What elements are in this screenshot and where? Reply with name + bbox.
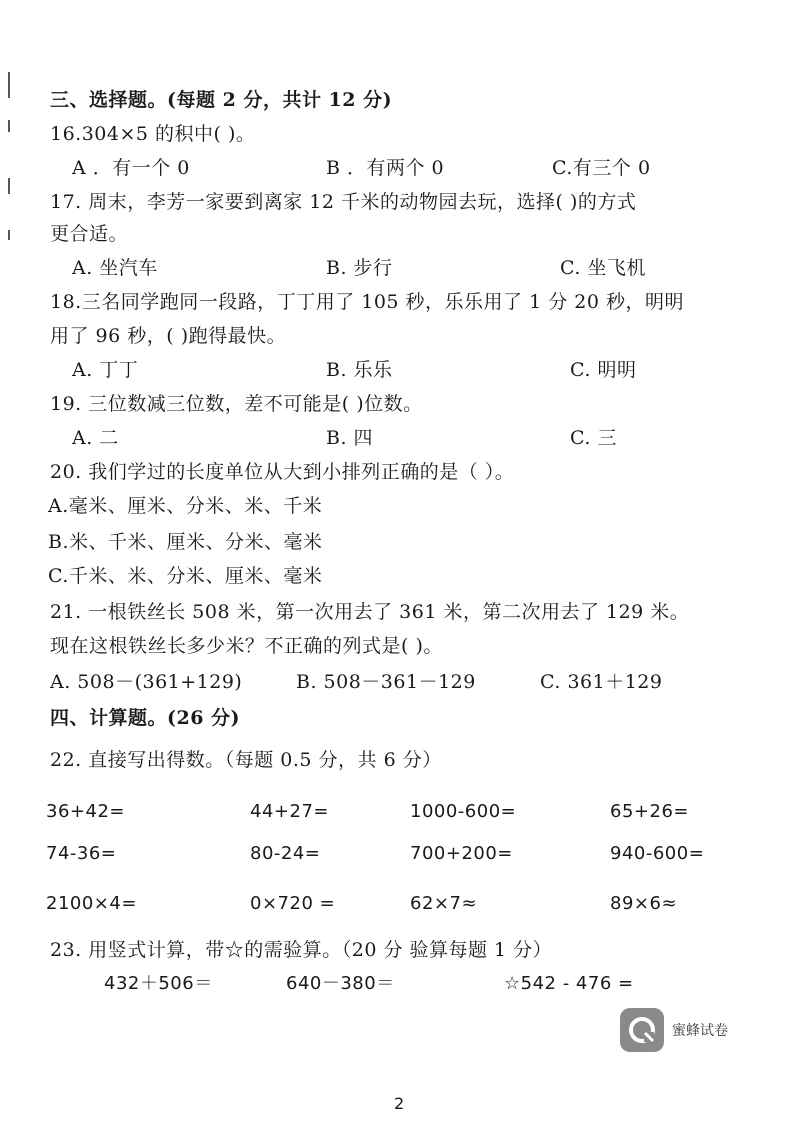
calc-item: 36+42= [46,801,125,822]
question-stem: 23. 用竖式计算，带☆的需验算。（20 分 验算每题 1 分） [50,939,553,961]
page-number: 2 [394,1094,405,1113]
option-c: C. 三 [570,427,617,449]
calc-item: 2100×4= [46,893,137,914]
watermark-text: 蜜蜂试卷 [672,1023,728,1039]
option-c: C. 坐飞机 [560,257,646,279]
option-a: A.毫米、厘米、分米、米、千米 [48,495,323,517]
question-stem: 18.三名同学跑同一段路，丁丁用了 105 秒，乐乐用了 1 分 20 秒，明明 [50,291,684,313]
question-stem-cont: 现在这根铁丝长多少米？不正确的列式是( )。 [50,635,443,657]
calc-item: 74-36= [46,843,117,864]
question-stem-cont: 更合适。 [50,223,129,245]
option-a: A ．有一个 0 [72,157,190,179]
question-stem: 19. 三位数减三位数，差不可能是( )位数。 [50,393,423,415]
bee-logo-icon [620,1008,664,1052]
question-stem: 21. 一根铁丝长 508 米，第一次用去了 361 米，第二次用去了 129 米。 [50,601,690,623]
option-c: C.有三个 0 [552,157,651,179]
calc-item: 80-24= [250,843,321,864]
option-b: B. 乐乐 [326,359,393,381]
scan-mark [8,120,10,132]
calc-item: 700+200= [410,843,513,864]
calc-item: 89×6≈ [610,893,678,914]
scan-mark [8,178,10,194]
question-stem: 22. 直接写出得数。（每题 0.5 分，共 6 分） [50,749,442,771]
scan-mark [8,72,10,98]
scan-mark [8,230,10,240]
option-b: B. 508－361－129 [296,671,476,693]
calc-item: 0×720 = [250,893,336,914]
option-c: C. 361＋129 [540,671,663,693]
option-b: B ．有两个 0 [326,157,445,179]
question-stem: 17. 周末，李芳一家要到离家 12 千米的动物园去玩，选择( )的方式 [50,191,637,213]
question-stem-cont: 用了 96 秒，( )跑得最快。 [50,325,287,347]
question-stem: 20. 我们学过的长度单位从大到小排列正确的是（ ）。 [50,461,515,483]
option-c: C.千米、米、分米、厘米、毫米 [48,565,323,587]
question-stem: 16.304×5 的积中( )。 [50,123,256,145]
calc-item: ☆542 - 476 = [504,973,634,994]
option-a: A. 508－(361+129) [50,671,243,693]
calc-item: 1000-600= [410,801,517,822]
option-a: A. 二 [72,427,119,449]
calc-item: 940-600= [610,843,705,864]
calc-item: 65+26= [610,801,689,822]
option-c: C. 明明 [570,359,637,381]
calc-item: 62×7≈ [410,893,478,914]
calc-item: 432＋506＝ [104,973,213,994]
option-b: B.米、千米、厘米、分米、毫米 [48,531,323,553]
calc-item: 640－380＝ [286,973,395,994]
section-title: 三、选择题。(每题 2 分，共计 12 分) [50,89,393,111]
option-b: B. 步行 [326,257,393,279]
calc-item: 44+27= [250,801,329,822]
section-title: 四、计算题。(26 分) [50,707,241,729]
option-b: B. 四 [326,427,374,449]
option-a: A. 丁丁 [72,359,139,381]
option-a: A. 坐汽车 [72,257,158,279]
watermark [620,1008,750,1054]
